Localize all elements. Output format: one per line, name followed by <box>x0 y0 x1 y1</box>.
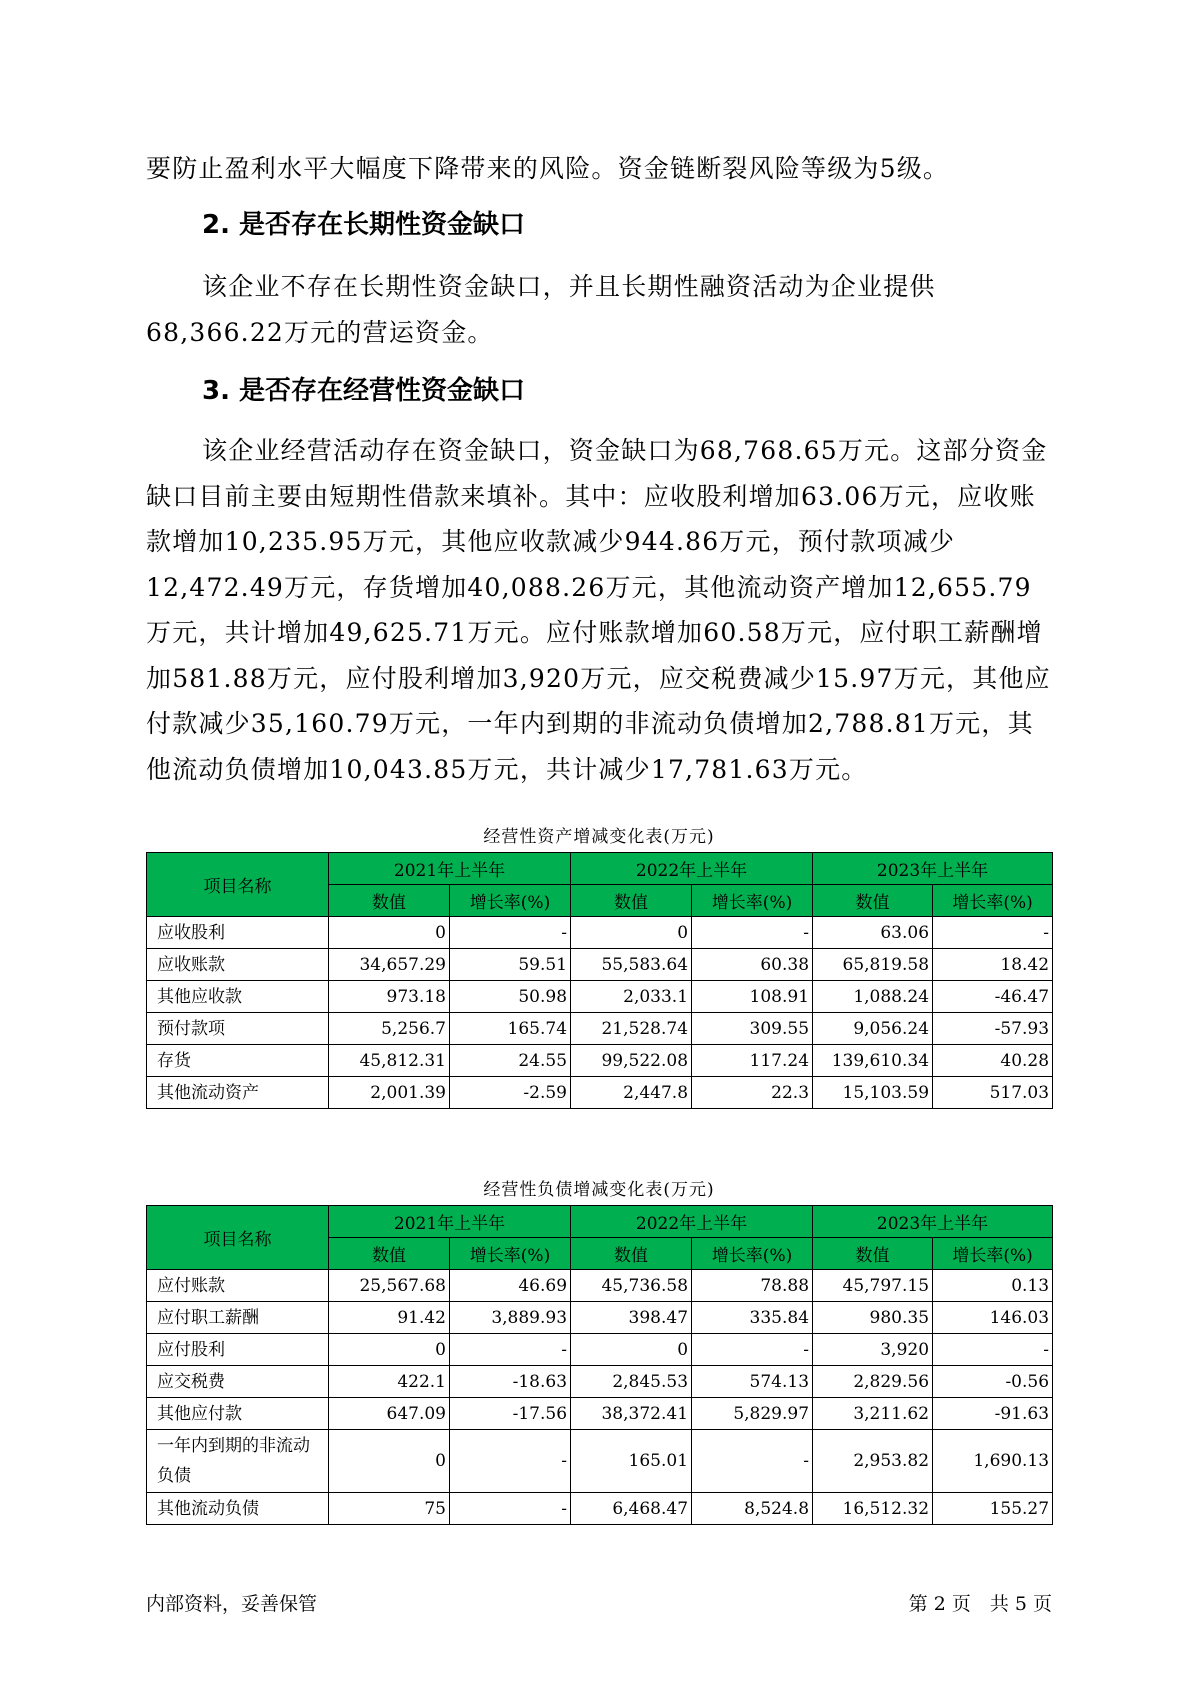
cell-value: 45,797.15 <box>813 1270 933 1302</box>
cell-growth: 155.27 <box>933 1493 1053 1525</box>
cell-growth: 574.13 <box>692 1366 813 1398</box>
row-label: 其他流动负债 <box>147 1493 329 1525</box>
table-row <box>147 1493 1053 1525</box>
row-label: 其他应收款 <box>147 981 329 1013</box>
cell-growth: 60.38 <box>692 949 813 981</box>
table-row <box>147 949 1053 981</box>
paragraph-continuation: 要防止盈利水平大幅度下降带来的风险。资金链断裂风险等级为5级。 <box>146 154 950 183</box>
row-label: 应付职工薪酬 <box>147 1302 329 1334</box>
header-year-2022: 2022年上半年 <box>571 853 813 885</box>
table1-caption: 经营性资产增减变化表(万元) <box>483 827 715 847</box>
cell-growth: -18.63 <box>450 1366 571 1398</box>
cell-value: 165.01 <box>571 1430 692 1493</box>
row-label: 应交税费 <box>147 1366 329 1398</box>
cell-value: 0 <box>329 1334 450 1366</box>
cell-value: 422.1 <box>329 1366 450 1398</box>
header-growth: 增长率(%) <box>692 885 813 917</box>
table-row <box>147 1013 1053 1045</box>
cell-growth: 46.69 <box>450 1270 571 1302</box>
row-label: 其他流动资产 <box>147 1077 329 1109</box>
cell-value: 0 <box>329 1430 450 1493</box>
cell-value: 45,812.31 <box>329 1045 450 1077</box>
cell-growth: - <box>692 917 813 949</box>
header-growth: 增长率(%) <box>450 1238 571 1270</box>
cell-growth: -46.47 <box>933 981 1053 1013</box>
header-growth: 增长率(%) <box>450 885 571 917</box>
cell-growth: 335.84 <box>692 1302 813 1334</box>
section-heading-3: 3. 是否存在经营性资金缺口 <box>202 376 526 406</box>
cell-value: 2,829.56 <box>813 1366 933 1398</box>
cell-growth: 165.74 <box>450 1013 571 1045</box>
cell-growth: - <box>450 1430 571 1493</box>
cell-growth: 50.98 <box>450 981 571 1013</box>
cell-growth: -91.63 <box>933 1398 1053 1430</box>
cell-value: 99,522.08 <box>571 1045 692 1077</box>
header-value: 数值 <box>329 1238 450 1270</box>
header-year-2023: 2023年上半年 <box>813 1206 1053 1238</box>
table-row <box>147 1077 1053 1109</box>
cell-growth: 59.51 <box>450 949 571 981</box>
header-value: 数值 <box>813 1238 933 1270</box>
cell-value: 45,736.58 <box>571 1270 692 1302</box>
table-row <box>147 1270 1053 1302</box>
row-label: 预付款项 <box>147 1013 329 1045</box>
row-label: 一年内到期的非流动负债 <box>147 1430 329 1493</box>
row-label: 应付股利 <box>147 1334 329 1366</box>
cell-growth: 18.42 <box>933 949 1053 981</box>
cell-value: 3,920 <box>813 1334 933 1366</box>
cell-growth: 3,889.93 <box>450 1302 571 1334</box>
cell-growth: 5,829.97 <box>692 1398 813 1430</box>
cell-growth: -0.56 <box>933 1366 1053 1398</box>
cell-value: 1,088.24 <box>813 981 933 1013</box>
cell-growth: 0.13 <box>933 1270 1053 1302</box>
footer-confidential-note: 内部资料，妥善保管 <box>146 1593 318 1615</box>
cell-growth: - <box>933 917 1053 949</box>
cell-value: 15,103.59 <box>813 1077 933 1109</box>
cell-growth: - <box>692 1334 813 1366</box>
table-row <box>147 1302 1053 1334</box>
cell-value: 65,819.58 <box>813 949 933 981</box>
cell-value: 139,610.34 <box>813 1045 933 1077</box>
row-label: 存货 <box>147 1045 329 1077</box>
header-growth: 增长率(%) <box>933 885 1053 917</box>
cell-growth: -57.93 <box>933 1013 1053 1045</box>
liability-change-table <box>146 1205 1053 1525</box>
header-year-2022: 2022年上半年 <box>571 1206 813 1238</box>
cell-value: 2,001.39 <box>329 1077 450 1109</box>
table-row <box>147 1430 1053 1493</box>
cell-growth: 517.03 <box>933 1077 1053 1109</box>
cell-value: 9,056.24 <box>813 1013 933 1045</box>
cell-growth: 108.91 <box>692 981 813 1013</box>
header-value: 数值 <box>571 1238 692 1270</box>
cell-growth: 117.24 <box>692 1045 813 1077</box>
row-label: 其他应付款 <box>147 1398 329 1430</box>
header-growth: 增长率(%) <box>933 1238 1053 1270</box>
cell-growth: 24.55 <box>450 1045 571 1077</box>
cell-value: 25,567.68 <box>329 1270 450 1302</box>
footer-page-number: 第 2 页 共 5 页 <box>908 1593 1052 1615</box>
cell-value: 75 <box>329 1493 450 1525</box>
cell-value: 21,528.74 <box>571 1013 692 1045</box>
header-year-2021: 2021年上半年 <box>329 1206 571 1238</box>
header-value: 数值 <box>329 885 450 917</box>
cell-growth: 8,524.8 <box>692 1493 813 1525</box>
cell-growth: - <box>450 1493 571 1525</box>
paragraph-long-term: 该企业不存在长期性资金缺口，并且长期性融资活动为企业提供68,366.22万元的营运资金。 <box>146 272 936 347</box>
cell-growth: -2.59 <box>450 1077 571 1109</box>
table-row <box>147 917 1053 949</box>
paragraph-operating: 该企业经营活动存在资金缺口，资金缺口为68,768.65万元。这部分资金缺口目前主要由短期性借款来填补。其中：应收股利增加63.06万元，应收账款增加10,235.95万元，其他应收款减少944.86万元，预付款项减少12,472.49万元，存货增加40,088.26万元，其他流动资产增加12,655.79万元，共计增加49,625.71万元。应付账款增加60.58万元，应付职工薪酬增加581.88万元，应付股利增加3,920万元，应交税费减少15.97万元，其他应付款减少35,160.79万元，一年内到期的非流动负债增加2,788.81万元，其他流动负债增加10,043.85万元，共计减少17,781.63万元。 <box>146 436 1051 784</box>
cell-growth: 78.88 <box>692 1270 813 1302</box>
cell-growth: - <box>933 1334 1053 1366</box>
cell-value: 0 <box>329 917 450 949</box>
cell-value: 2,953.82 <box>813 1430 933 1493</box>
cell-value: 973.18 <box>329 981 450 1013</box>
cell-value: 6,468.47 <box>571 1493 692 1525</box>
table-row <box>147 1366 1053 1398</box>
cell-value: 2,447.8 <box>571 1077 692 1109</box>
row-label: 应收股利 <box>147 917 329 949</box>
table-row <box>147 1398 1053 1430</box>
header-growth: 增长率(%) <box>692 1238 813 1270</box>
cell-growth: 146.03 <box>933 1302 1053 1334</box>
cell-value: 398.47 <box>571 1302 692 1334</box>
cell-value: 5,256.7 <box>329 1013 450 1045</box>
cell-value: 0 <box>571 917 692 949</box>
table2-caption: 经营性负债增减变化表(万元) <box>483 1180 715 1200</box>
cell-value: 0 <box>571 1334 692 1366</box>
cell-value: 647.09 <box>329 1398 450 1430</box>
row-label: 应收账款 <box>147 949 329 981</box>
cell-value: 55,583.64 <box>571 949 692 981</box>
table-row <box>147 981 1053 1013</box>
cell-growth: 309.55 <box>692 1013 813 1045</box>
cell-growth: -17.56 <box>450 1398 571 1430</box>
cell-value: 63.06 <box>813 917 933 949</box>
cell-value: 38,372.41 <box>571 1398 692 1430</box>
cell-growth: 40.28 <box>933 1045 1053 1077</box>
cell-value: 34,657.29 <box>329 949 450 981</box>
cell-value: 91.42 <box>329 1302 450 1334</box>
table-row <box>147 1334 1053 1366</box>
cell-value: 16,512.32 <box>813 1493 933 1525</box>
header-item-name: 项目名称 <box>147 853 329 917</box>
asset-change-table <box>146 852 1053 1109</box>
cell-growth: 22.3 <box>692 1077 813 1109</box>
cell-growth: - <box>450 1334 571 1366</box>
cell-value: 2,033.1 <box>571 981 692 1013</box>
section-heading-2: 2. 是否存在长期性资金缺口 <box>202 210 526 240</box>
cell-growth: 1,690.13 <box>933 1430 1053 1493</box>
table-row <box>147 1045 1053 1077</box>
header-value: 数值 <box>813 885 933 917</box>
cell-value: 3,211.62 <box>813 1398 933 1430</box>
cell-growth: - <box>692 1430 813 1493</box>
cell-value: 2,845.53 <box>571 1366 692 1398</box>
cell-growth: - <box>450 917 571 949</box>
header-year-2021: 2021年上半年 <box>329 853 571 885</box>
header-value: 数值 <box>571 885 692 917</box>
cell-value: 980.35 <box>813 1302 933 1334</box>
row-label: 应付账款 <box>147 1270 329 1302</box>
header-year-2023: 2023年上半年 <box>813 853 1053 885</box>
header-item-name: 项目名称 <box>147 1206 329 1270</box>
